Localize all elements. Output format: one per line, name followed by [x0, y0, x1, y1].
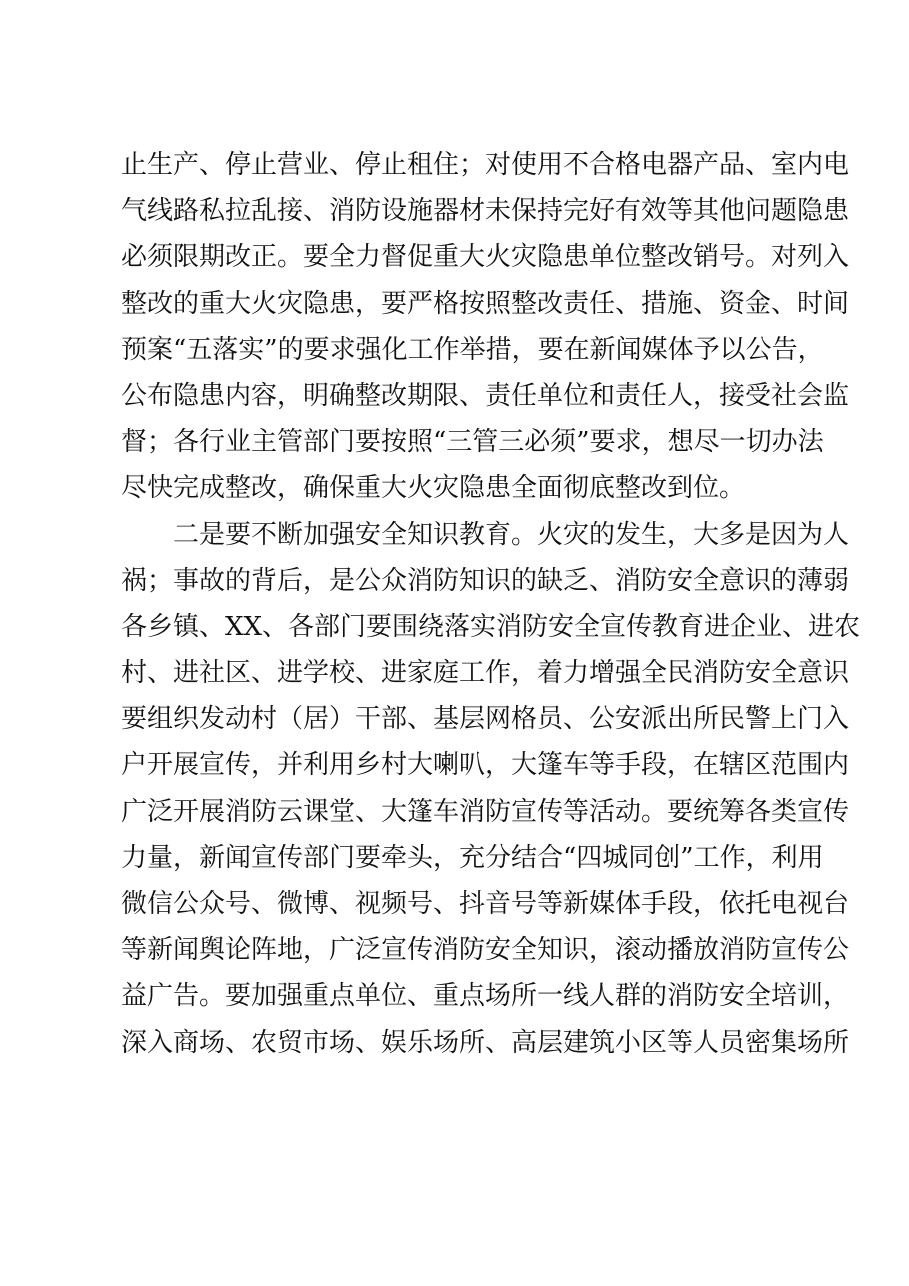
paragraph-1 — [121, 142, 850, 512]
document-body — [121, 142, 861, 1066]
text-line: 整改的重大火灾隐患，要严格按照整改责任、措施、资金、时间 — [121, 288, 850, 319]
text-line: 力量，新闻宣传部门要牵头，充分结合“四城同创”工作，利用 — [121, 842, 824, 873]
text-line: 微信公众号、微博、视频号、抖音号等新媒体手段，依托电视台 — [121, 889, 850, 919]
text-line: 要组织发动村（居）干部、基层网格员、公安派出所民警上门入 — [121, 704, 850, 735]
text-line: 广泛开展消防云课堂、大篷车消防宣传等活动。要统筹各类宣传 — [121, 796, 850, 827]
text-line: 气线路私拉乱接、消防设施器材未保持完好有效等其他问题隐患 — [121, 196, 850, 227]
text-line: 户开展宣传，并利用乡村大喇叭，大篷车等手段，在辖区范围内 — [121, 750, 850, 781]
text-line: 村、进社区、进学校、进家庭工作，着力增强全民消防安全意识 — [121, 658, 850, 689]
paragraph-2 — [121, 512, 861, 1066]
text-line: 公布隐患内容，明确整改期限、责任单位和责任人，接受社会监 — [121, 380, 850, 411]
text-line: 尽快完成整改，确保重大火灾隐患全面彻底整改到位。 — [121, 473, 746, 504]
text-line: 深入商场、农贸市场、娱乐场所、高层建筑小区等人员密集场所 — [121, 1027, 850, 1058]
text-line: 祸；事故的背后，是公众消防知识的缺乏、消防安全意识的薄弱 — [121, 565, 850, 596]
text-line: 预案“五落实”的要求强化工作举措，要在新闻媒体予以公告， — [121, 334, 824, 365]
text-line: 等新闻舆论阵地，广泛宣传消防安全知识，滚动播放消防宣传公 — [121, 935, 850, 966]
text-line: 督；各行业主管部门要按照“三管三必须”要求，想尽一切办法 — [121, 427, 824, 458]
text-line: 止生产、停止营业、停止租住；对使用不合格电器产品、室内电 — [121, 150, 850, 180]
text-line: 二是要不断加强安全知识教育。火灾的发生，大多是因为人 — [173, 519, 850, 550]
text-line: 益广告。要加强重点单位、重点场所一线人群的消防安全培训， — [121, 981, 850, 1012]
text-line: 必须限期改正。要全力督促重大火灾隐患单位整改销号。对列入 — [121, 242, 850, 273]
text-line: 各乡镇、XX、各部门要围绕落实消防安全宣传教育进企业、进农 — [121, 611, 861, 642]
